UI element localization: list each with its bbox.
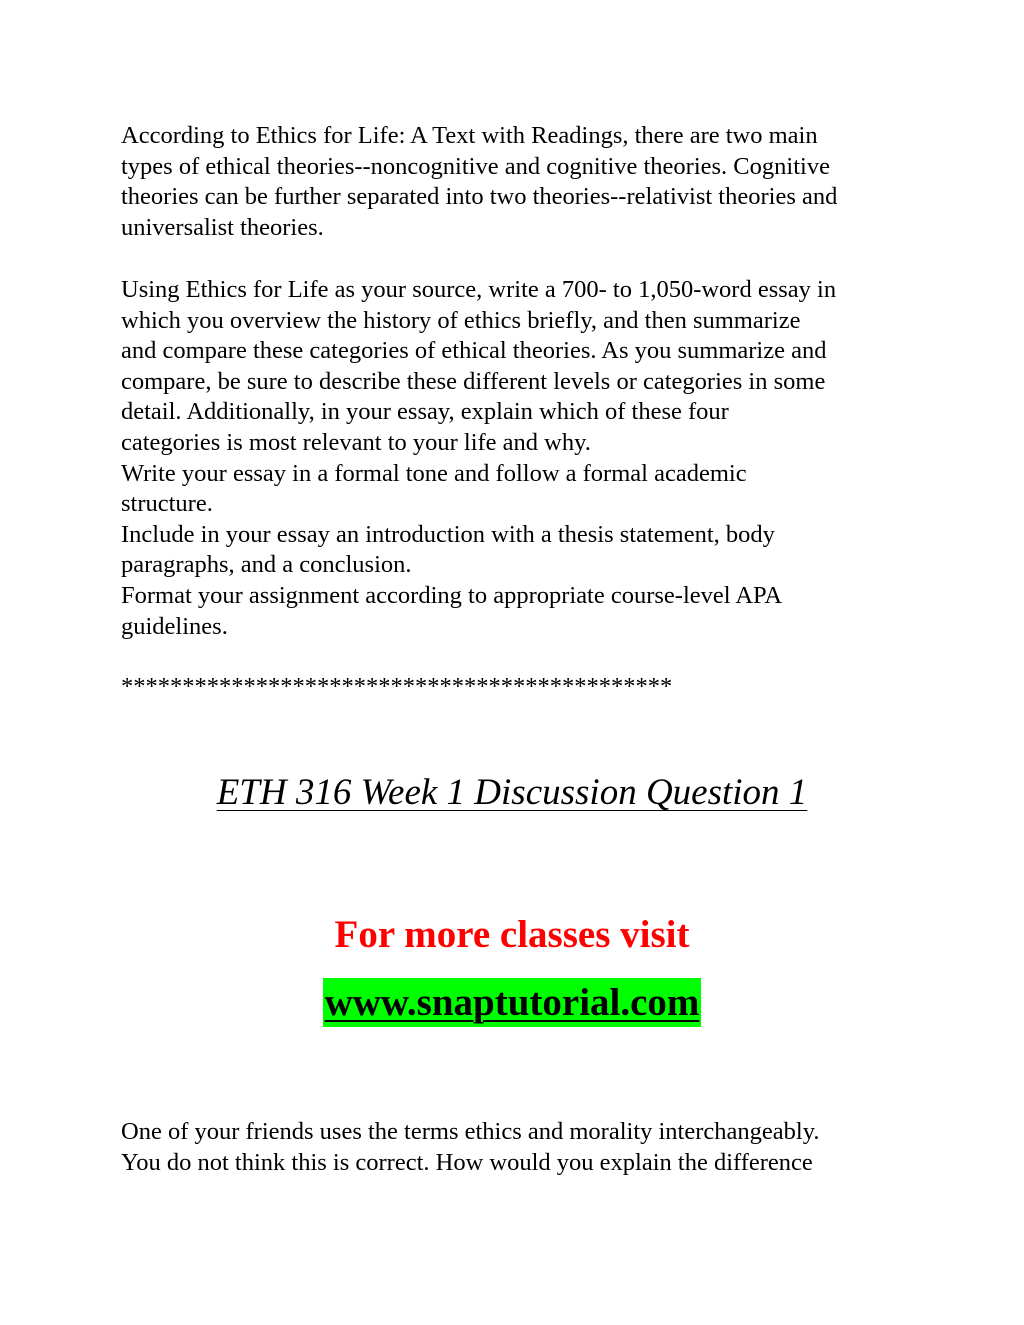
- promo-link-container: [0, 978, 1024, 1027]
- text-line: which you overview the history of ethics briefly, and then summarize: [121, 306, 801, 334]
- text-line: One of your friends uses the terms ethics and morality interchangeably.: [121, 1118, 820, 1145]
- text-line: compare, be sure to describe these different levels or categories in some: [121, 367, 826, 395]
- text-line: Include in your essay an introduction with a thesis statement, body: [121, 520, 775, 548]
- text-line: structure.: [121, 490, 213, 518]
- text-line: types of ethical theories--noncognitive and cognitive theories. Cognitive: [121, 152, 830, 180]
- text-line: According to Ethics for Life: A Text with Readings, there are two main: [121, 122, 818, 149]
- text-line: categories is most relevant to your life and why.: [121, 428, 591, 456]
- text-line: and compare these categories of ethical theories. As you summarize and: [121, 337, 827, 365]
- text-line: detail. Additionally, in your essay, explain which of these four: [121, 398, 729, 426]
- question-paragraph: [121, 1117, 820, 1178]
- text-line: Format your assignment according to appropriate course-level APA: [121, 581, 783, 609]
- assignment-paragraph: [121, 275, 836, 642]
- section-heading: [0, 768, 1024, 818]
- text-line: paragraphs, and a conclusion.: [121, 551, 412, 579]
- text-line: theories can be further separated into two theories--relativist theories and: [121, 183, 838, 211]
- section-heading-text: ETH 316 Week 1 Discussion Question 1: [216, 772, 808, 813]
- text-line: universalist theories.: [121, 213, 324, 241]
- asterisk-separator: *********************************************: [121, 673, 673, 700]
- text-line: guidelines.: [121, 612, 228, 640]
- snaptutorial-link[interactable]: www.snaptutorial.com: [323, 978, 702, 1027]
- text-line: Write your essay in a formal tone and follow a formal academic: [121, 459, 747, 487]
- text-line: You do not think this is correct. How would you explain the difference: [121, 1148, 813, 1176]
- text-line: Using Ethics for Life as your source, write a 700- to 1,050-word essay in: [121, 276, 837, 303]
- promo-text: For more classes visit: [334, 913, 690, 956]
- intro-paragraph: [121, 121, 837, 243]
